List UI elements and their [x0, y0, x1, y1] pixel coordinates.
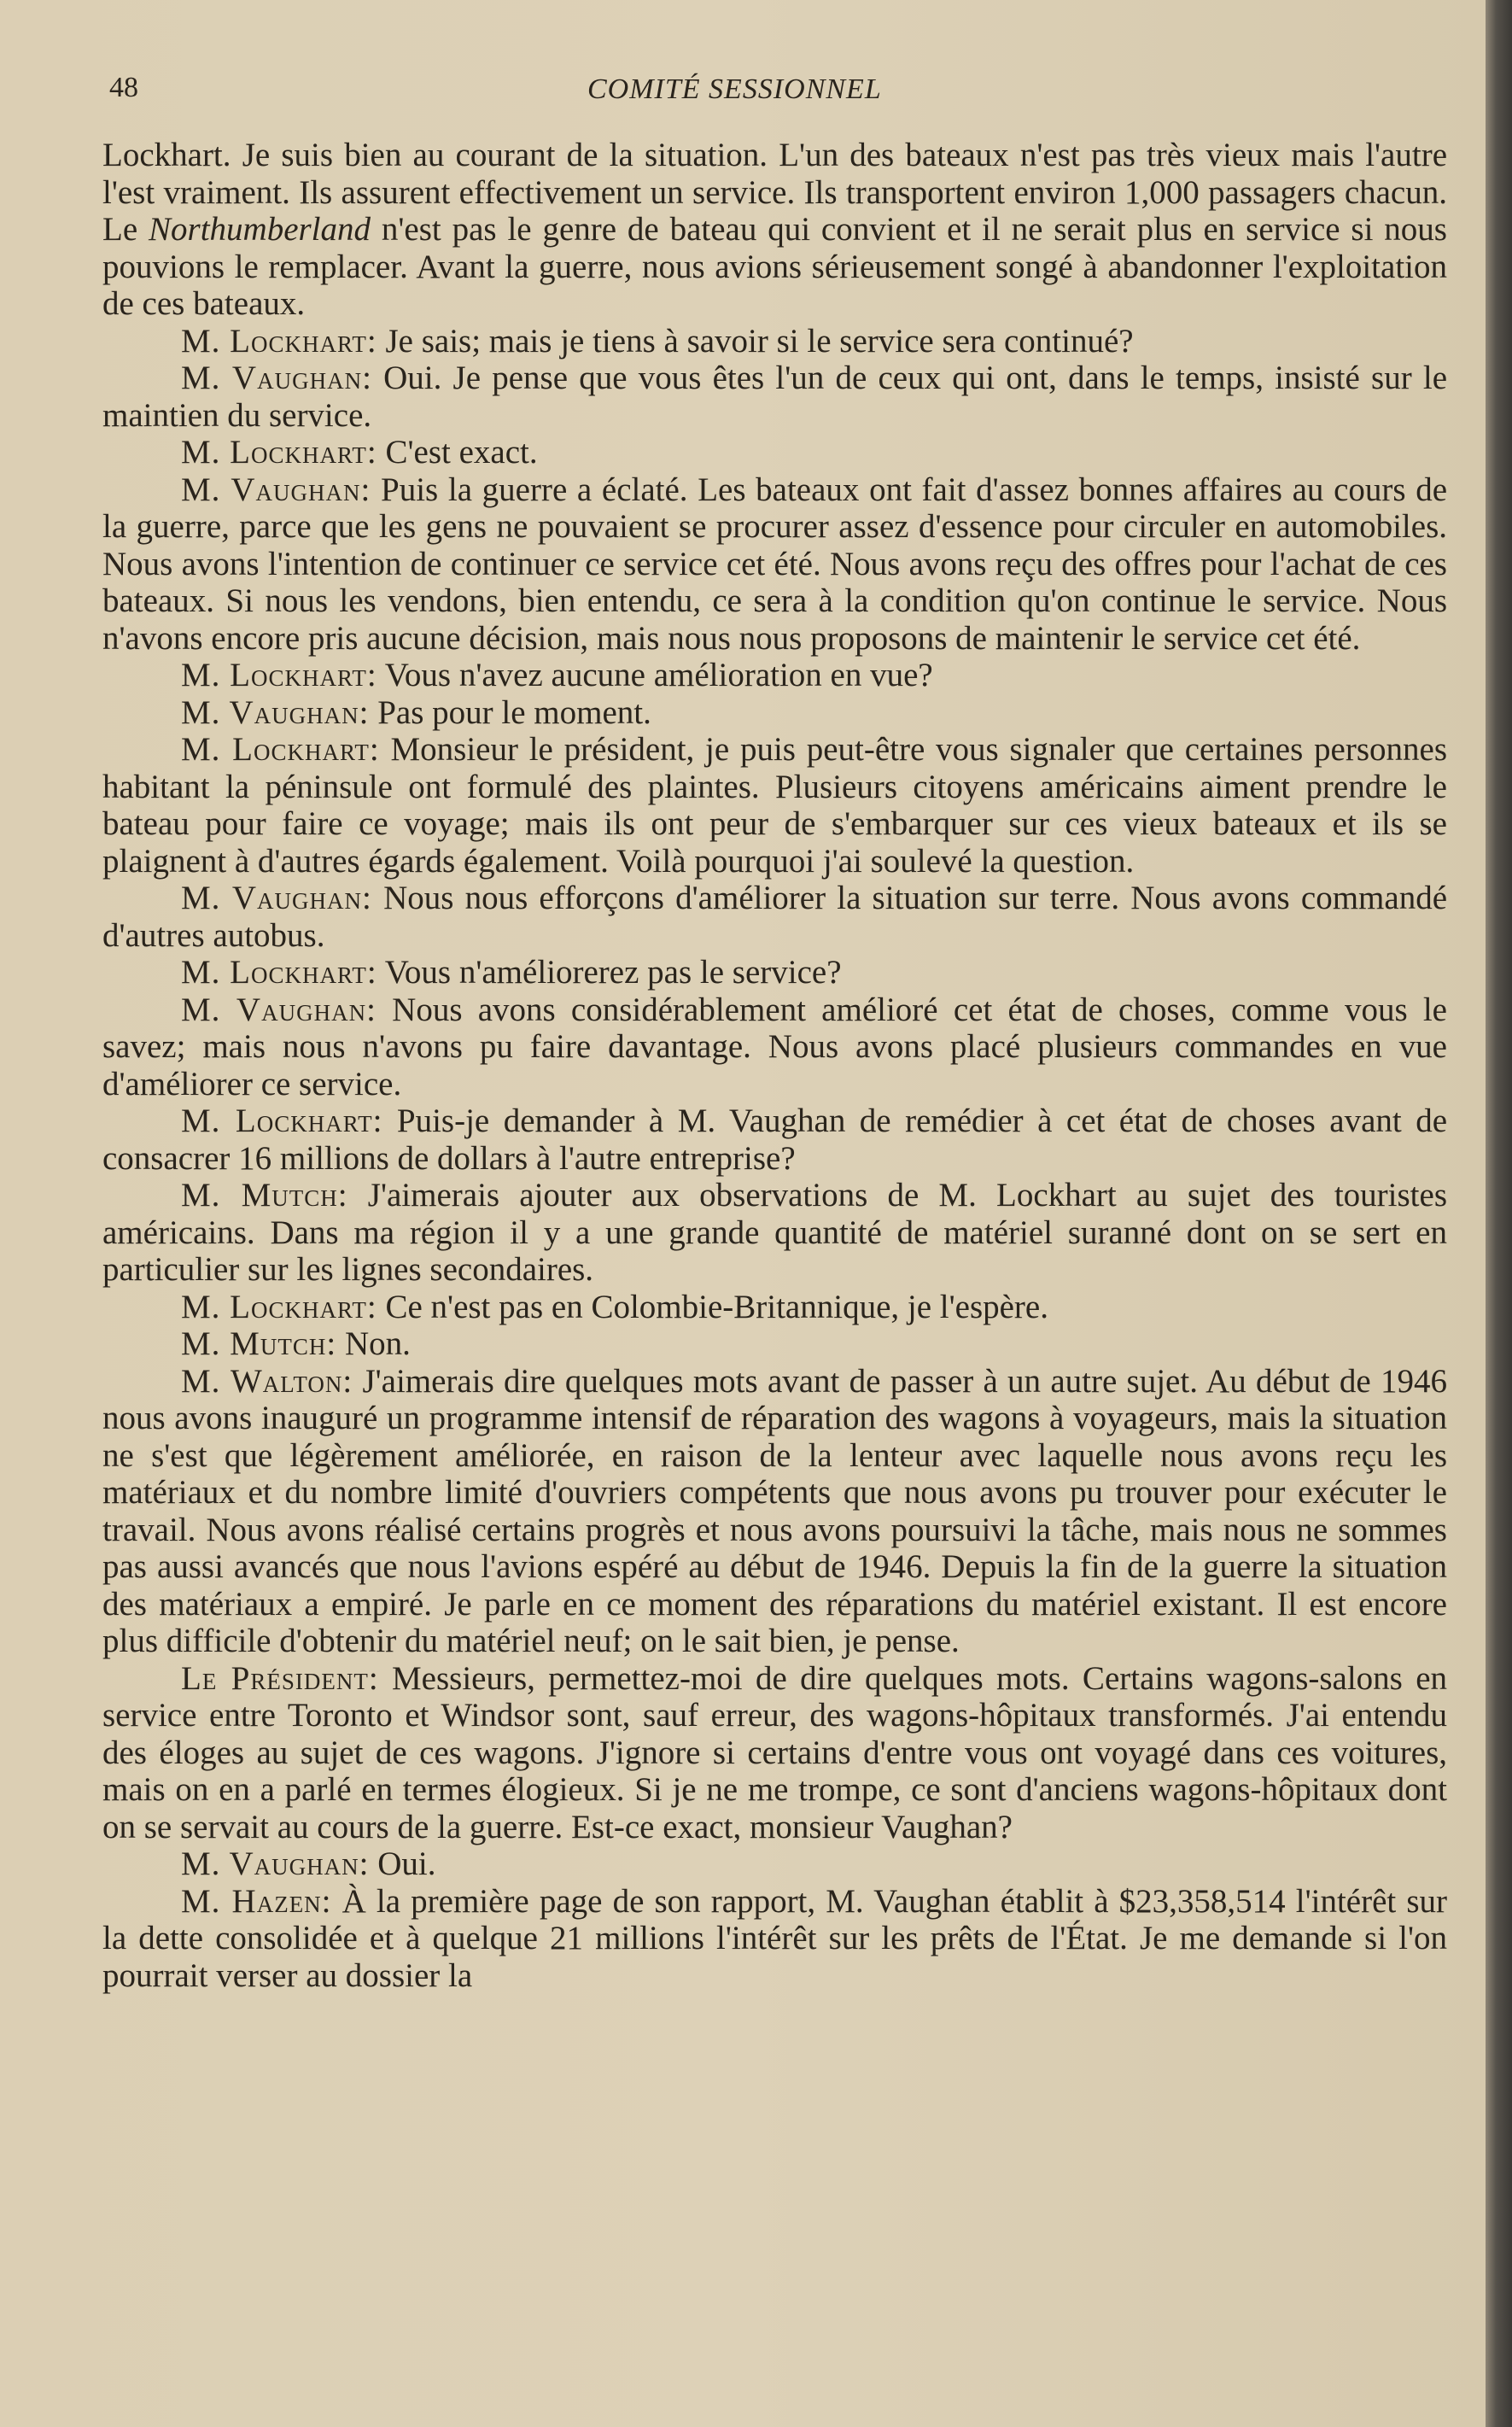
speaker: M. Mutch:: [181, 1177, 348, 1214]
speaker: M. Lockhart:: [181, 1102, 383, 1139]
page-header: [109, 72, 1441, 114]
page-number: 48: [109, 72, 138, 103]
speaker: M. Vaughan:: [181, 471, 371, 508]
paragraph: M. Mutch: Non.: [181, 1325, 411, 1362]
paragraph: M. Mutch: J'aimerais ajouter aux observations de M. Lockhart au sujet des touristes américains. Dans ma région il y a une grande quantité de matériel suranné dont on se sert en particulier sur les lignes secondaires.: [102, 1177, 1447, 1288]
speaker: M. Vaughan:: [181, 991, 377, 1028]
paragraph: M. Lockhart: C'est exact.: [181, 434, 538, 471]
paragraph: M. Vaughan: Nous avons considérablement amélioré cet état de choses, comme vous le savez; mais nous n'avons pu faire davantage. Nous avons placé plusieurs commandes en vue d'améliorer ce service.: [102, 991, 1447, 1102]
speaker: M. Lockhart:: [181, 731, 380, 768]
speaker: M. Lockhart:: [181, 434, 377, 471]
paragraph: Le Président: Messieurs, permettez-moi de dire quelques mots. Certains wagons-salons en service entre Toronto et Windsor sont, sauf erreur, des wagons-hôpitaux transformés. J'ai entendu des éloges au sujet de ces wagons. J'ignore si certains d'entre vous ont voyagé dans ces voitures, mais on en a parlé en termes élogieux. Si je ne me trompe, ce sont d'anciens wagons-hôpitaux dont on se servait au cours de la guerre. Est-ce exact, monsieur Vaughan?: [102, 1659, 1447, 1845]
paragraph: M. Vaughan: Oui.: [181, 1845, 436, 1882]
speaker: M. Mutch:: [181, 1325, 337, 1362]
paragraph: M. Lockhart: Je sais; mais je tiens à savoir si le service sera continué?: [181, 322, 1134, 360]
speaker: M. Vaughan:: [181, 360, 372, 396]
paragraph: M. Vaughan: Pas pour le moment.: [181, 693, 651, 731]
speaker: M. Vaughan:: [181, 693, 370, 731]
speaker: M. Lockhart:: [181, 322, 377, 360]
speaker: M. Vaughan:: [181, 1845, 370, 1882]
paragraph: M. Lockhart: Vous n'améliorerez pas le service?: [181, 954, 842, 991]
paragraph: M. Vaughan: Nous nous efforçons d'améliorer la situation sur terre. Nous avons commandé d'autres autobus.: [102, 880, 1448, 954]
paragraph: M. Vaughan: Puis la guerre a éclaté. Les bateaux ont fait d'assez bonnes affaires au cours de la guerre, parce que les gens ne pouvaient se procurer assez d'essence pour circuler en automobiles. Nous avons l'intention de continuer ce service cet été. Nous avons reçu des offres pour l'achat de ces bateaux. Si nous les vendons, bien entendu, ce sera à la condition qu'on continue le service. Nous n'avons encore pris aucune décision, mais nous nous proposons de maintenir le service cet été.: [102, 471, 1448, 657]
speaker: M. Lockhart:: [181, 1288, 377, 1325]
paragraph: M. Lockhart: Vous n'avez aucune amélioration en vue?: [181, 657, 933, 693]
paragraph: M. Vaughan: Oui. Je pense que vous êtes l'un de ceux qui ont, dans le temps, insisté sur le maintien du service.: [102, 360, 1448, 434]
paragraph: M. Lockhart: Monsieur le président, je puis peut-être vous signaler que certaines personnes habitant la péninsule ont formulé des plaintes. Plusieurs citoyens américains aiment prendre le bateau pour faire ce voyage; mais ils ont peur de s'embarquer sur ces vieux bateaux et ils se plaignent à d'autres égards également. Voilà pourquoi j'ai soulevé la question.: [102, 731, 1447, 880]
speaker: M. Walton:: [181, 1362, 353, 1400]
paragraph: M. Hazen: À la première page de son rapport, M. Vaughan établit à $23,358,514 l'intérêt sur la dette consolidée et à quelque 21 millions l'intérêt sur les prêts de l'État. Je me demande si l'on pourrait verser au dossier la: [102, 1882, 1447, 1994]
body-text: [102, 137, 1447, 1994]
speaker: M. Vaughan:: [181, 880, 372, 916]
speaker: M. Lockhart:: [181, 954, 377, 991]
page-edge: [1486, 0, 1512, 2427]
speaker: M. Lockhart:: [181, 657, 377, 693]
paragraph: M. Lockhart: Ce n'est pas en Colombie-Britannique, je l'espère.: [181, 1288, 1048, 1325]
paragraph: M. Walton: J'aimerais dire quelques mots avant de passer à un autre sujet. Au début de 1946 nous avons inauguré un programme intensif de réparation des wagons à voyageurs, mais la situation ne s'est que légèrement améliorée, en raison de la lenteur avec laquelle nous avons reçu les matériaux et du nombre limité d'ouvriers compétents que nous avons pu trouver pour exécuter le travail. Nous avons réalisé certains progrès et nous avons poursuivi la tâche, mais nous ne sommes pas aussi avancés que nous l'avions espéré au début de 1946. Depuis la fin de la guerre la situation des matériaux a empiré. Je parle en ce moment des réparations du matériel existant. Il est encore plus difficile d'obtenir du matériel neuf; on le sait bien, je pense.: [102, 1362, 1448, 1659]
speaker: Le Président:: [181, 1659, 379, 1697]
speaker: M. Hazen:: [181, 1882, 332, 1920]
paragraph: M. Lockhart: Puis-je demander à M. Vaughan de remédier à cet état de choses avant de consacrer 16 millions de dollars à l'autre entreprise?: [102, 1102, 1448, 1177]
paragraph: Lockhart. Je suis bien au courant de la situation. L'un des bateaux n'est pas très vieux mais l'autre l'est vraiment. Ils assurent effectivement un service. Ils transportent environ 1,000 passagers chacun. Le Northumberland n'est pas le genre de bateau qui convient et il ne serait plus en service si nous pouvions le remplacer. Avant la guerre, nous avions sérieusement songé à abandonner l'exploitation de ces bateaux.: [102, 137, 1447, 322]
running-head: COMITÉ SESSIONNEL: [587, 73, 882, 105]
